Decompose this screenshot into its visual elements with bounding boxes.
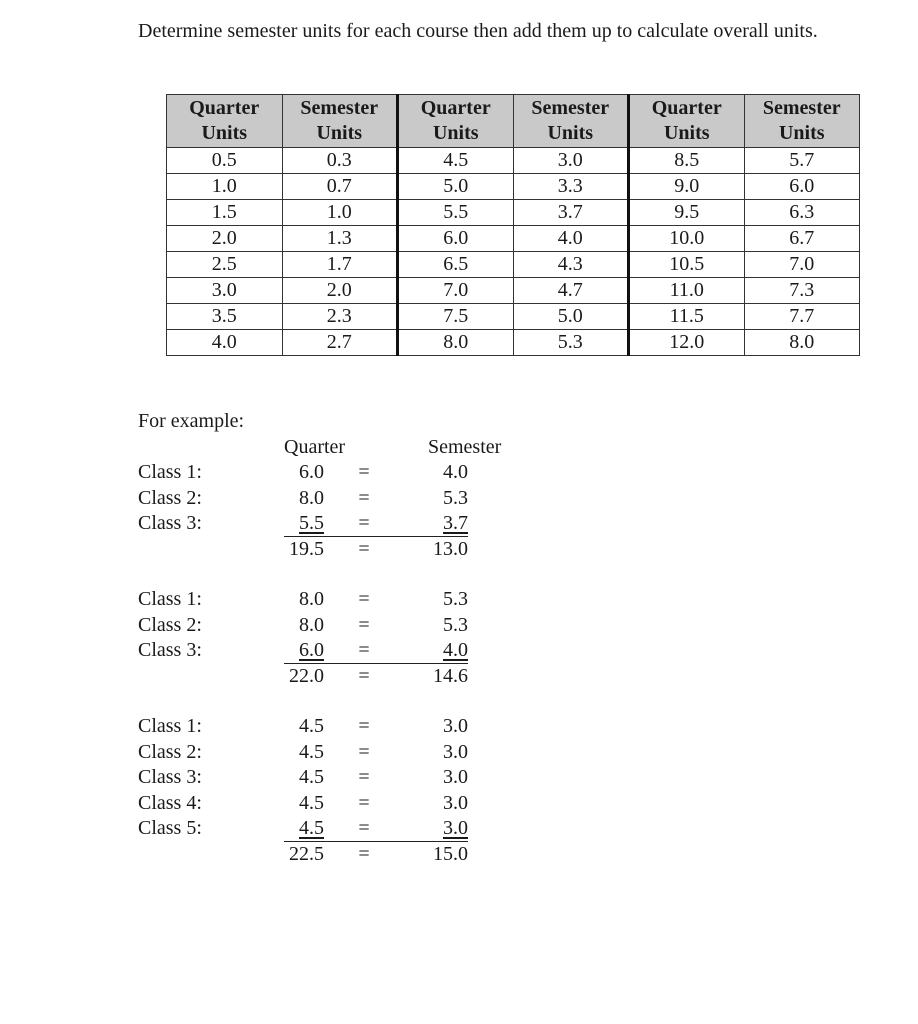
semester-units-cell: 0.7 (282, 174, 398, 200)
semester-units-cell: 2.7 (282, 330, 398, 356)
quarter-value: 8.0 (299, 613, 324, 636)
header-semester-units-1: Semester Units (282, 95, 398, 148)
class-label: Class 2: (138, 740, 202, 763)
quarter-total: 19.5 (289, 537, 324, 560)
quarter-units-cell: 3.5 (167, 304, 283, 330)
quarter-value: 4.5 (299, 791, 324, 814)
equals-sign: = (358, 613, 370, 636)
quarter-units-cell: 4.0 (167, 330, 283, 356)
table-row (167, 200, 860, 226)
semester-units-cell: 4.3 (513, 252, 629, 278)
example-label: For example: (138, 410, 245, 432)
quarter-total: 22.0 (289, 664, 324, 687)
semester-units-cell: 1.7 (282, 252, 398, 278)
table-row (167, 278, 860, 304)
quarter-units-cell: 5.0 (398, 174, 514, 200)
quarter-units-cell: 1.5 (167, 200, 283, 226)
semester-units-cell: 6.0 (744, 174, 860, 200)
quarter-units-cell: 11.5 (629, 304, 745, 330)
table-row (167, 174, 860, 200)
semester-units-cell: 7.3 (744, 278, 860, 304)
class-label: Class 4: (138, 791, 202, 814)
class-label: Class 1: (138, 461, 202, 483)
quarter-units-cell: 12.0 (629, 330, 745, 356)
equals-sign: = (358, 740, 370, 763)
semester-units-cell: 8.0 (744, 330, 860, 356)
equals-sign: = (358, 537, 370, 560)
equals-sign: = (358, 486, 370, 509)
semester-units-cell: 6.3 (744, 200, 860, 226)
semester-value: 3.0 (443, 766, 468, 788)
semester-units-cell: 7.0 (744, 252, 860, 278)
quarter-units-cell: 3.0 (167, 278, 283, 304)
equals-sign: = (358, 639, 370, 661)
example-row (0, 486, 918, 511)
semester-value: 5.3 (443, 588, 468, 610)
table-header-row (167, 95, 860, 148)
table-row (167, 148, 860, 174)
quarter-units-cell: 8.0 (398, 330, 514, 356)
semester-column-heading: Semester (428, 436, 502, 458)
class-label: Class 1: (138, 588, 202, 610)
example-row (0, 765, 918, 790)
quarter-units-cell: 9.5 (629, 200, 745, 226)
example-total-row (0, 537, 918, 562)
table-row (167, 304, 860, 330)
class-label: Class 3: (138, 512, 202, 534)
example-row (0, 816, 918, 841)
quarter-units-cell: 10.5 (629, 252, 745, 278)
header-semester-units-2: Semester Units (513, 95, 629, 148)
semester-units-cell: 2.0 (282, 278, 398, 304)
equals-sign: = (358, 512, 370, 534)
quarter-units-cell: 7.0 (398, 278, 514, 304)
quarter-value: 4.5 (299, 766, 324, 788)
quarter-value: 5.5 (299, 512, 324, 534)
semester-value: 4.0 (443, 639, 468, 661)
quarter-units-cell: 6.5 (398, 252, 514, 278)
quarter-units-cell: 0.5 (167, 148, 283, 174)
equals-sign: = (358, 588, 370, 610)
quarter-units-cell: 2.0 (167, 226, 283, 252)
equals-sign: = (358, 842, 370, 865)
quarter-units-cell: 10.0 (629, 226, 745, 252)
quarter-value: 6.0 (299, 461, 324, 483)
semester-value: 3.0 (443, 791, 468, 814)
quarter-units-cell: 2.5 (167, 252, 283, 278)
conversion-table (166, 94, 860, 356)
semester-total: 15.0 (433, 842, 468, 865)
quarter-value: 4.5 (299, 715, 324, 737)
semester-total: 14.6 (433, 664, 468, 687)
quarter-column-heading: Quarter (284, 436, 346, 458)
example-row (0, 460, 918, 485)
quarter-total: 22.5 (289, 842, 324, 865)
semester-value: 5.3 (443, 613, 468, 636)
example-total-row (0, 664, 918, 689)
quarter-units-cell: 1.0 (167, 174, 283, 200)
table-row (167, 252, 860, 278)
class-label: Class 3: (138, 766, 202, 788)
header-semester-units-3: Semester Units (744, 95, 860, 148)
example-row (0, 714, 918, 739)
semester-units-cell: 3.3 (513, 174, 629, 200)
equals-sign: = (358, 715, 370, 737)
semester-value: 3.7 (443, 512, 468, 534)
equals-sign: = (358, 817, 370, 839)
example-row (0, 511, 918, 536)
class-label: Class 3: (138, 639, 202, 661)
example-row (0, 791, 918, 816)
semester-total: 13.0 (433, 537, 468, 560)
class-label: Class 2: (138, 486, 202, 509)
example-row (0, 638, 918, 663)
quarter-units-cell: 7.5 (398, 304, 514, 330)
quarter-value: 8.0 (299, 486, 324, 509)
table-row (167, 330, 860, 356)
semester-value: 3.0 (443, 715, 468, 737)
example-row (0, 587, 918, 612)
semester-units-cell: 0.3 (282, 148, 398, 174)
quarter-units-cell: 6.0 (398, 226, 514, 252)
table-row (167, 226, 860, 252)
semester-units-cell: 1.3 (282, 226, 398, 252)
quarter-units-cell: 4.5 (398, 148, 514, 174)
semester-units-cell: 1.0 (282, 200, 398, 226)
example-row (0, 613, 918, 638)
quarter-value: 4.5 (299, 817, 324, 839)
example-total-row (0, 842, 918, 867)
semester-value: 5.3 (443, 486, 468, 509)
equals-sign: = (358, 791, 370, 814)
semester-value: 4.0 (443, 461, 468, 483)
quarter-value: 6.0 (299, 639, 324, 661)
semester-units-cell: 5.7 (744, 148, 860, 174)
semester-value: 3.0 (443, 817, 468, 839)
quarter-value: 4.5 (299, 740, 324, 763)
example-row (0, 740, 918, 765)
semester-units-cell: 4.7 (513, 278, 629, 304)
equals-sign: = (358, 766, 370, 788)
semester-units-cell: 6.7 (744, 226, 860, 252)
class-label: Class 5: (138, 817, 202, 839)
header-quarter-units-2: Quarter Units (398, 95, 514, 148)
equals-sign: = (358, 664, 370, 687)
semester-units-cell: 3.7 (513, 200, 629, 226)
instructions-text: Determine semester units for each course then add them up to calculate overall units. (138, 20, 818, 42)
quarter-value: 8.0 (299, 588, 324, 610)
quarter-units-cell: 5.5 (398, 200, 514, 226)
class-label: Class 1: (138, 715, 202, 737)
equals-sign: = (358, 461, 370, 483)
semester-units-cell: 7.7 (744, 304, 860, 330)
semester-units-cell: 2.3 (282, 304, 398, 330)
header-quarter-units-3: Quarter Units (629, 95, 745, 148)
class-label: Class 2: (138, 613, 202, 636)
semester-units-cell: 5.0 (513, 304, 629, 330)
semester-units-cell: 3.0 (513, 148, 629, 174)
quarter-units-cell: 9.0 (629, 174, 745, 200)
semester-value: 3.0 (443, 740, 468, 763)
header-quarter-units-1: Quarter Units (167, 95, 283, 148)
quarter-units-cell: 8.5 (629, 148, 745, 174)
quarter-units-cell: 11.0 (629, 278, 745, 304)
semester-units-cell: 5.3 (513, 330, 629, 356)
semester-units-cell: 4.0 (513, 226, 629, 252)
